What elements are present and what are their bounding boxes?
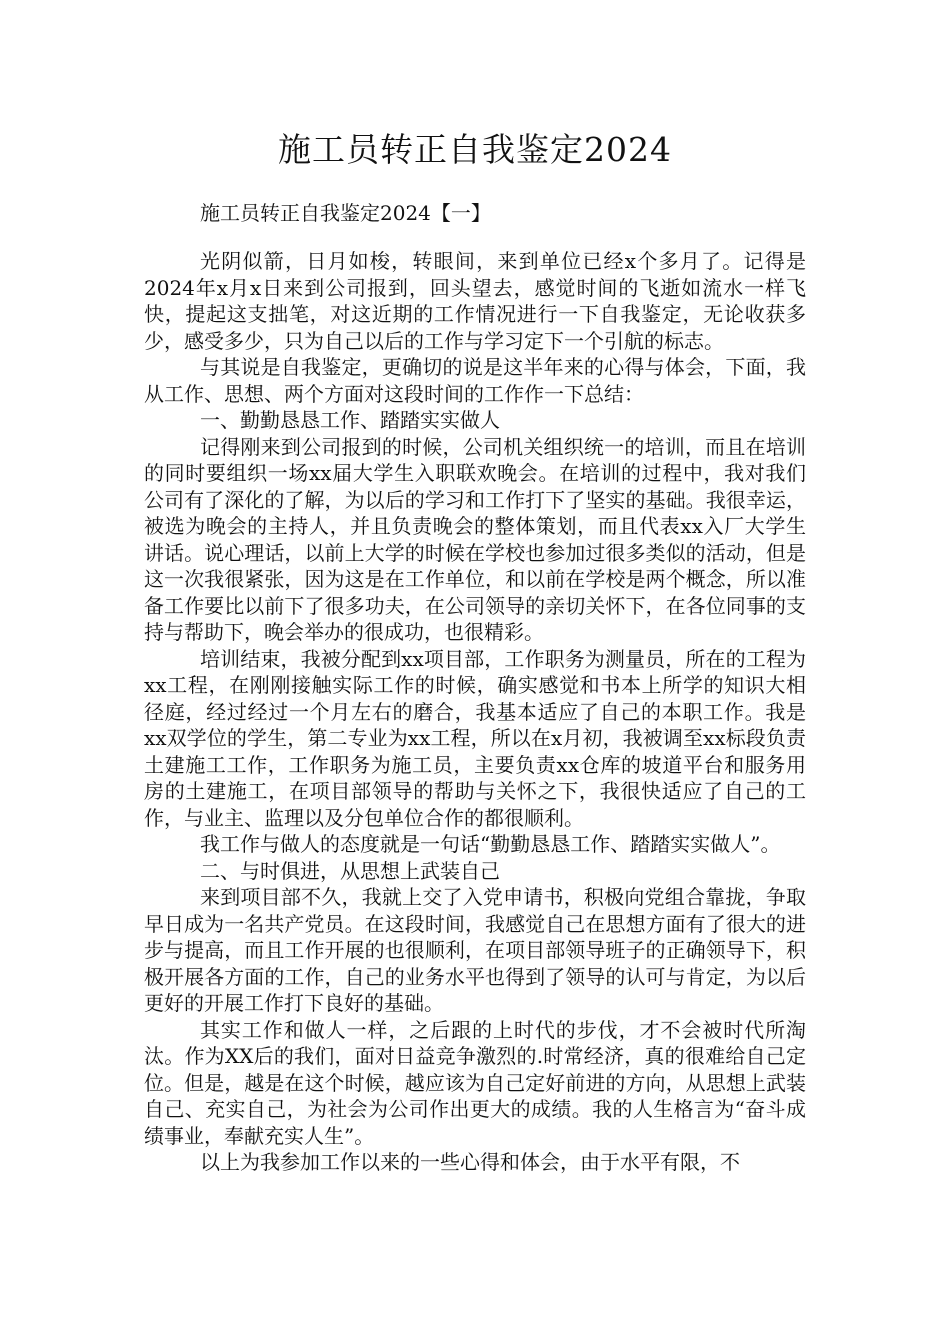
section-heading-1: 一、勤勤恳恳工作、踏踏实实做人: [200, 408, 500, 432]
body-paragraph-5: 我工作与做人的态度就是一句话“勤勤恳恳工作、踏踏实实做人”。: [200, 832, 781, 856]
document-title: 施工员转正自我鉴定2024: [278, 130, 672, 169]
body-paragraph-1: 光阴似箭，日月如梭，转眼间，来到单位已经x个多月了。记得是2024年x月x日来到公司报到，回头望去，感觉时间的飞逝如流水一样飞快，提起这支拙笔，对这近期的工作情况进行一下自我鉴定，无论收获多少，感受多少，只为自己以后的工作与学习定下一个引航的标志。: [144, 249, 806, 353]
document-body: [144, 248, 806, 1176]
document-subtitle: 施工员转正自我鉴定2024【一】: [200, 201, 491, 225]
section-heading-2: 二、与时俱进，从思想上武装自己: [200, 858, 500, 883]
body-paragraph-8: 以上为我参加工作以来的一些心得和体会，由于水平有限，不: [200, 1150, 740, 1174]
body-paragraph-4: 培训结束，我被分配到xx项目部，工作职务为测量员，所在的工程为xx工程，在刚刚接触实际工作的时候，确实感觉和书本上所学的知识大相径庭，经过经过一个月左右的磨合，我基本适应了自己的本职工作。我是xx双学位的学生，第二专业为xx工程，所以在x月初，我被调至xx标段负责土建施工工作，工作职务为施工员，主要负责xx仓库的坡道平台和服务用房的土建施工，在项目部领导的帮助与关怀之下，我很快适应了自己的工作，与业主、监理以及分包单位合作的都很顺利。: [144, 646, 806, 830]
body-paragraph-6: 来到项目部不久，我就上交了入党申请书，积极向党组合靠拢，争取早日成为一名共产党员。在这段时间，我感觉自己在思想方面有了很大的进步与提高，而且工作开展的也很顺利，在项目部领导班子的正确领导下，积极开展各方面的工作，自己的业务水平也得到了领导的认可与肯定，为以后更好的开展工作打下良好的基础。: [144, 885, 806, 1015]
body-paragraph-2: 与其说是自我鉴定，更确切的说是这半年来的心得与体会，下面，我从工作、思想、两个方面对这段时间的工作作一下总结：: [144, 355, 806, 406]
body-paragraph-7: 其实工作和做人一样，之后跟的上时代的步伐，才不会被时代所淘汰。作为XX后的我们，面对日益竞争激烈的.时常经济，真的很难给自己定位。但是，越是在这个时候，越应该为自己定好前进的方向，从思想上武装自己、充实自己，为社会为公司作出更大的成绩。我的人生格言为“奋斗成绩事业，奉献充实人生”。: [144, 1017, 806, 1148]
body-paragraph-3: 记得刚来到公司报到的时候，公司机关组织统一的培训，而且在培训的同时要组织一场xx届大学生入职联欢晚会。在培训的过程中，我对我们公司有了深化的了解，为以后的学习和工作打下了坚实的基础。我很幸运，被选为晚会的主持人，并且负责晚会的整体策划，而且代表xx入厂大学生讲话。说心理话，以前上大学的时候在学校也参加过很多类似的活动，但是这一次我很紧张，因为这是在工作单位，和以前在学校是两个概念，所以准备工作要比以前下了很多功夫，在公司领导的亲切关怀下，在各位同事的支持与帮助下，晚会举办的很成功，也很精彩。: [144, 434, 806, 644]
